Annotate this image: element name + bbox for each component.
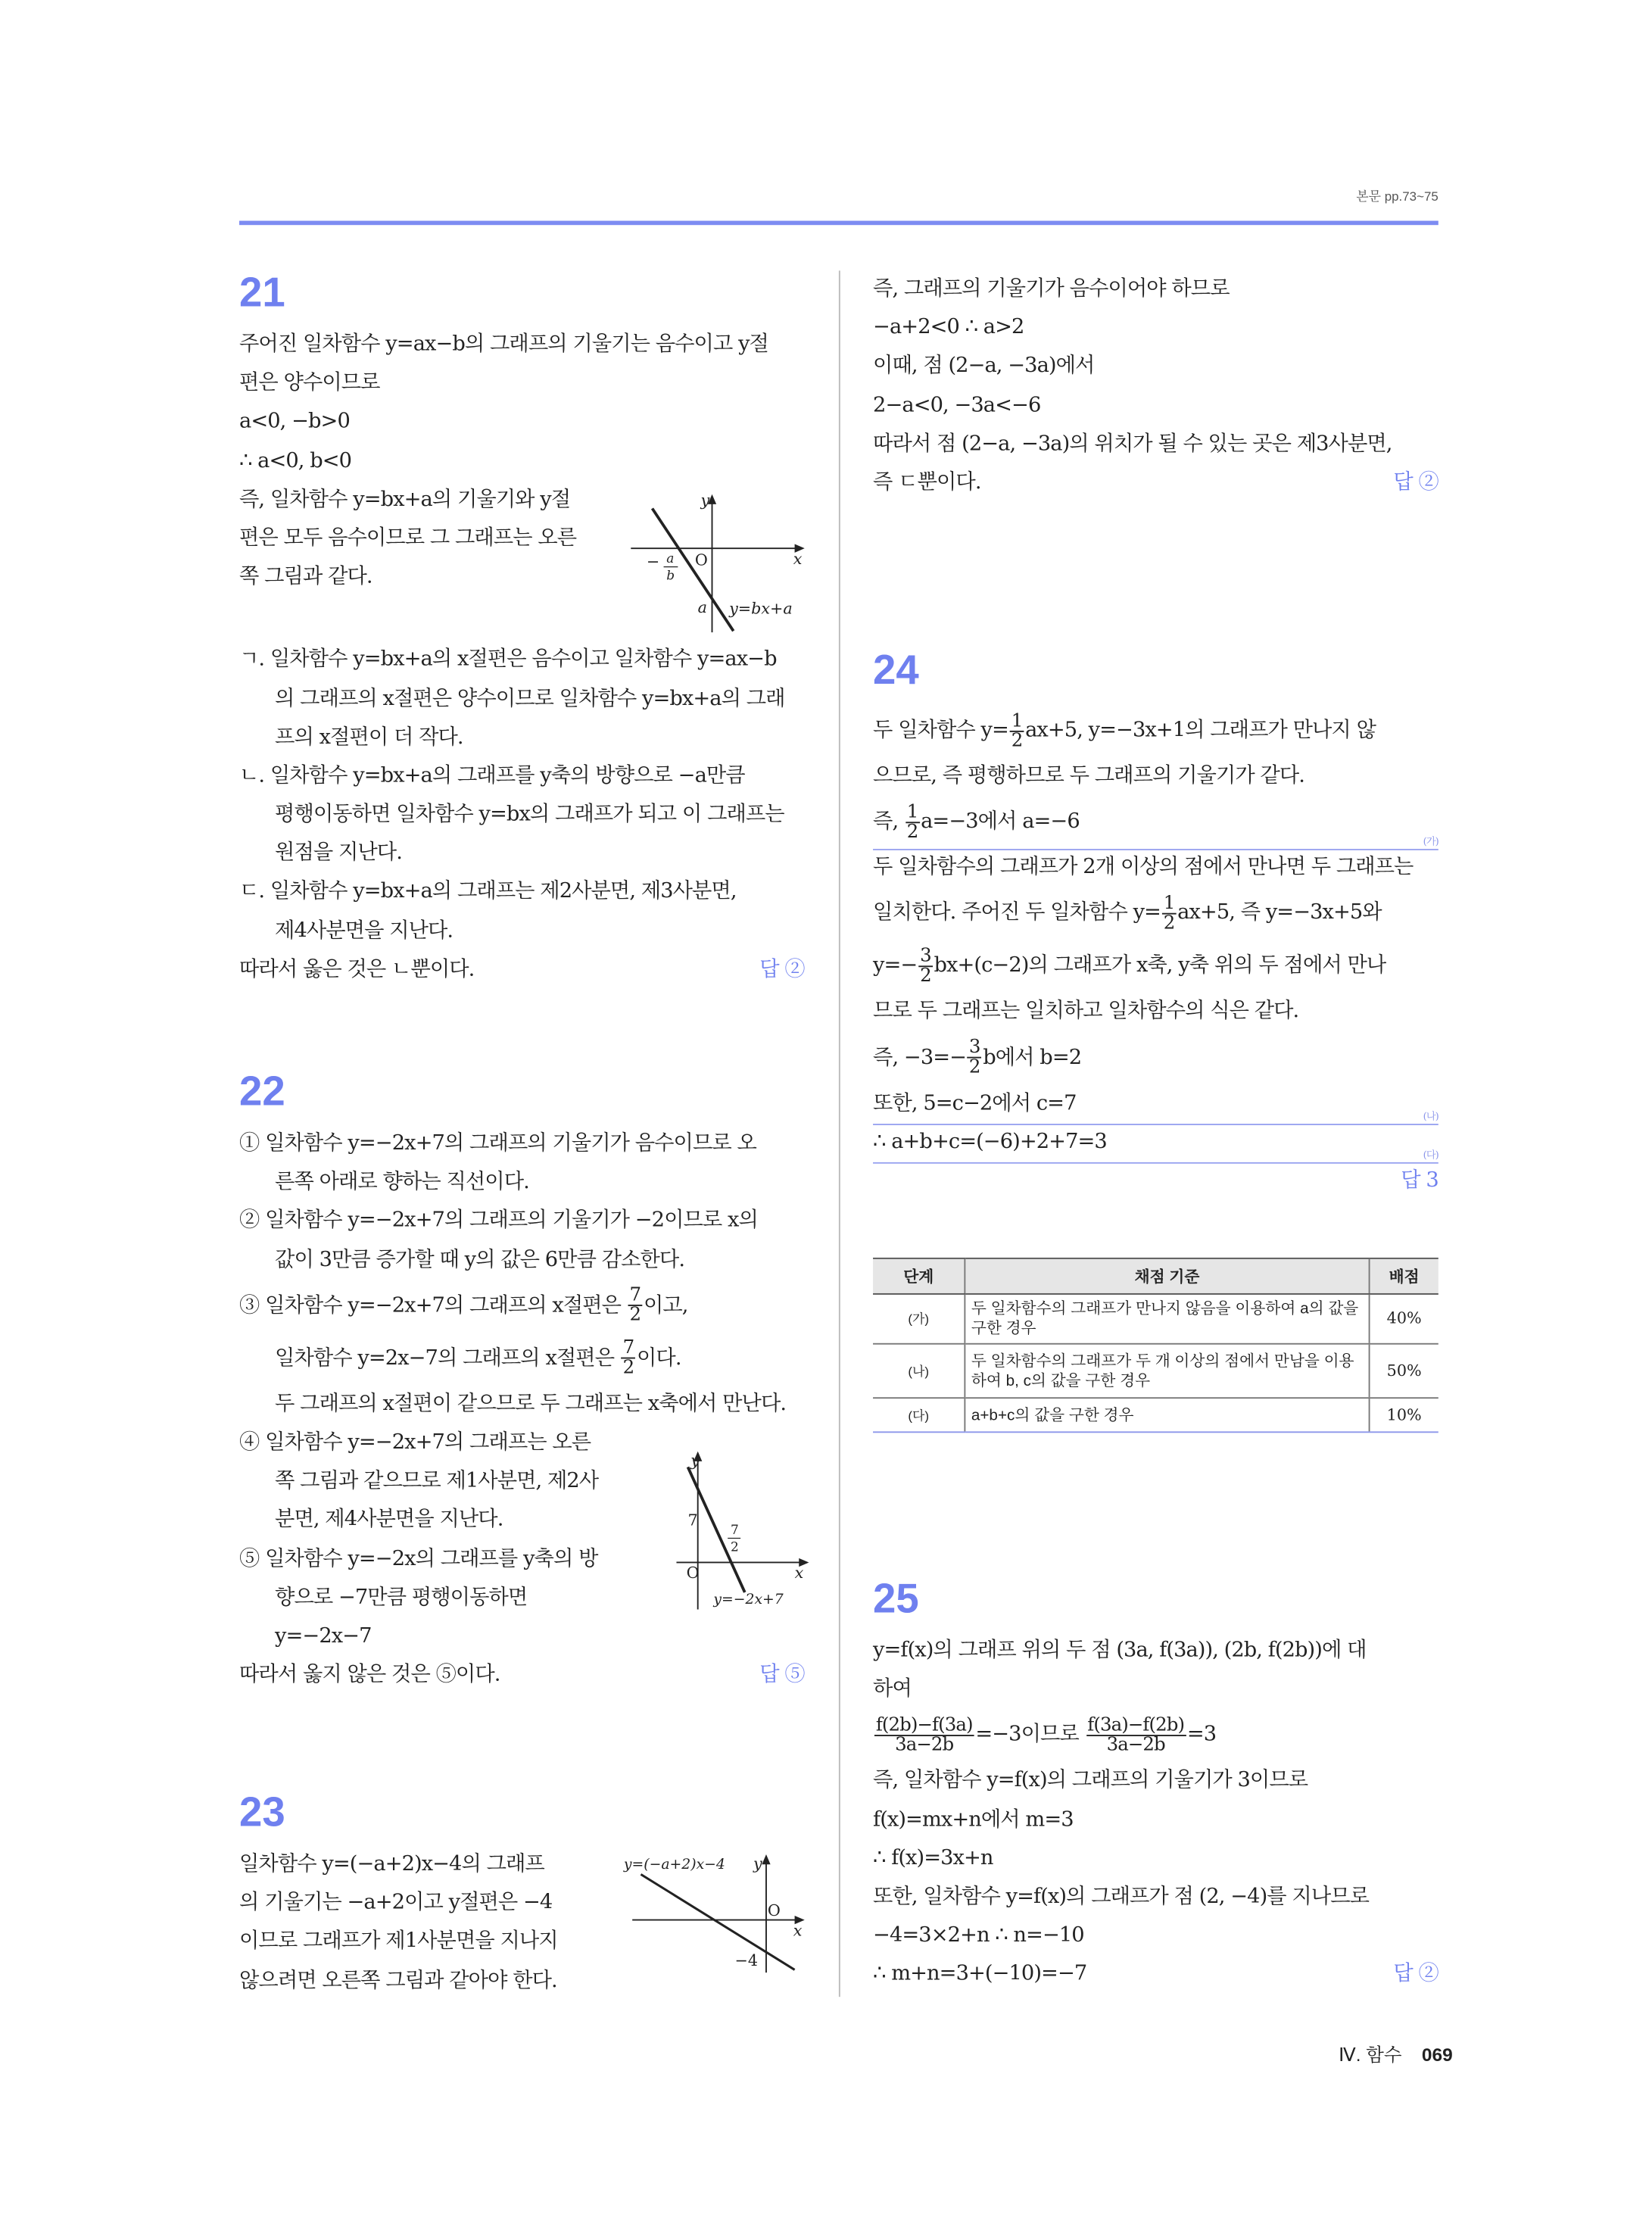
fraction xyxy=(1010,709,1024,752)
y-intercept-label: 7 xyxy=(687,1511,698,1530)
text-line xyxy=(873,310,1438,348)
y-axis-label: y xyxy=(700,491,710,510)
graph-22 xyxy=(666,1442,823,1620)
text-line xyxy=(239,1618,805,1657)
text-segment: 즉, xyxy=(873,810,904,834)
text-line xyxy=(873,940,1438,993)
text-line xyxy=(239,680,805,719)
text-segment: 즉, 그래프의 기울기가 음수이어야 하므로 xyxy=(873,277,1230,301)
denominator: 2 xyxy=(1011,730,1023,752)
fraction xyxy=(874,1714,974,1757)
numerator: 7 xyxy=(629,1285,641,1307)
line-equation-label: y=−2x+7 xyxy=(713,1592,784,1608)
criteria-cell: 두 일차함수의 그래프가 만나지 않음을 이용하여 a의 값을 구한 경우 xyxy=(965,1294,1369,1344)
numerator: f(3a)−f(2b) xyxy=(1087,1714,1185,1736)
header-criteria: 채점 기준 xyxy=(965,1258,1369,1294)
text-segment: y=− xyxy=(873,954,918,978)
text-segment: ax+5, y=−3x+1의 그래프가 만나지 않 xyxy=(1025,719,1376,743)
text-segment: ④ 일차함수 y=−2x+7의 그래프는 오른 xyxy=(239,1431,591,1455)
text-line xyxy=(873,1840,1438,1879)
step-cell: (나) xyxy=(873,1344,965,1398)
text-line xyxy=(239,1386,805,1424)
text-segment: 제4사분면을 지난다. xyxy=(275,919,454,943)
text-line xyxy=(239,1280,805,1333)
text-line xyxy=(239,1241,805,1280)
solution-24 xyxy=(873,705,1438,1201)
text-segment: ㄱ. 일차함수 y=bx+a의 x절편은 음수이고 일차함수 y=ax−b xyxy=(239,648,777,672)
text-segment: 른쪽 아래로 향하는 직선이다. xyxy=(275,1171,529,1194)
denominator: 2 xyxy=(920,965,931,987)
fraction xyxy=(1162,894,1176,933)
y-axis-label: y xyxy=(690,1451,700,1470)
text-line xyxy=(873,387,1438,426)
text-line xyxy=(873,1162,1438,1201)
text-line xyxy=(239,365,805,404)
header-rule xyxy=(239,221,1438,226)
text-segment: 쪽 그림과 같으므로 제1사분면, 제2사 xyxy=(275,1470,599,1493)
text-segment: ax+5, 즉 y=−3x+5와 xyxy=(1177,902,1382,925)
text-segment: =−3이므로 xyxy=(975,1723,1085,1747)
text-line xyxy=(239,835,805,874)
text-line xyxy=(873,1124,1438,1162)
text-segment: 하여 xyxy=(873,1678,912,1701)
text-segment: 편은 양수이므로 xyxy=(239,372,380,395)
table-row xyxy=(873,1294,1438,1344)
text-line xyxy=(873,1032,1438,1085)
text-line xyxy=(239,641,805,680)
text-line xyxy=(239,797,805,835)
numerator: 1 xyxy=(1011,709,1023,731)
text-segment: 즉, 일차함수 y=f(x)의 그래프의 기울기가 3이므로 xyxy=(873,1769,1308,1793)
text-line xyxy=(873,1084,1438,1123)
problem-number-23: 23 xyxy=(239,1790,285,1836)
text-line xyxy=(873,464,1438,503)
text-segment: 원점을 지난다. xyxy=(275,842,402,865)
step-marker: (가) xyxy=(1423,836,1438,848)
text-line xyxy=(239,719,805,757)
text-line xyxy=(873,1671,1438,1710)
text-segment: bx+(c−2)의 그래프가 x축, y축 위의 두 점에서 만나 xyxy=(934,954,1386,978)
y-axis-label: y xyxy=(753,1854,762,1873)
score-cell: 10% xyxy=(1370,1398,1438,1432)
text-line xyxy=(873,993,1438,1032)
text-segment: 이다. xyxy=(637,1346,681,1371)
text-segment: y=f(x)의 그래프 위의 두 점 (3a, f(3a)), (2b, f(2b))에 대 xyxy=(873,1639,1367,1663)
numerator: 1 xyxy=(1163,893,1175,915)
text-segment: 프의 x절편이 더 작다. xyxy=(275,725,463,749)
text-line xyxy=(239,912,805,951)
text-line xyxy=(239,951,805,990)
text-segment: 쪽 그림과 같다. xyxy=(239,565,372,589)
text-segment: b에서 b=2 xyxy=(983,1046,1082,1069)
header-score: 배점 xyxy=(1370,1258,1438,1294)
answer-label: 답 ② xyxy=(1393,471,1438,494)
text-segment: ∴ m+n=3+(−10)=−7 xyxy=(873,1963,1087,1986)
text-segment: =3 xyxy=(1186,1723,1217,1747)
page-reference: 본문 pp.73~75 xyxy=(1356,189,1438,204)
text-segment: ① 일차함수 y=−2x+7의 그래프의 기울기가 음수이므로 오 xyxy=(239,1132,756,1155)
text-segment: ⑤ 일차함수 y=−2x의 그래프를 y축의 방 xyxy=(239,1547,598,1570)
text-segment: ㄷ. 일차함수 y=bx+a의 그래프는 제2사분면, 제3사분면, xyxy=(239,881,737,904)
page-footer xyxy=(1339,2040,1453,2067)
answer-label: 답 3 xyxy=(1401,1169,1438,1193)
text-segment: 이때, 점 (2−a, −3a)에서 xyxy=(873,355,1095,379)
answer-label: 답 ⑤ xyxy=(759,1664,805,1687)
text-segment: −4=3×2+n ∴ n=−10 xyxy=(873,1924,1084,1948)
graph-21 xyxy=(621,485,820,641)
text-line xyxy=(873,1710,1438,1763)
answer-label: 답 ② xyxy=(1393,1963,1438,1986)
text-line xyxy=(873,270,1438,309)
line-equation-label: y=bx+a xyxy=(729,599,793,618)
denominator: 2 xyxy=(906,821,918,843)
numerator: 3 xyxy=(920,945,931,967)
text-line xyxy=(239,1164,805,1202)
solution-25 xyxy=(873,1633,1438,1995)
text-line xyxy=(239,874,805,912)
chapter-label: Ⅳ. 함수 xyxy=(1339,2044,1402,2066)
text-segment: 평행이동하면 일차함수 y=bx의 그래프가 되고 이 그래프는 xyxy=(275,803,784,827)
text-line xyxy=(873,1633,1438,1671)
x-intercept-num: a xyxy=(666,550,675,566)
text-segment: 즉 ㄷ뿐이다. xyxy=(873,471,981,494)
denominator: 2 xyxy=(1163,912,1175,934)
text-segment: 값이 3만큼 증가할 때 y의 값은 6만큼 감소한다. xyxy=(275,1248,685,1271)
text-segment: 의 기울기는 −a+2이고 y절편은 −4 xyxy=(239,1891,553,1915)
y-intercept-label: −4 xyxy=(734,1951,759,1969)
line-equation-label: y=(−a+2)x−4 xyxy=(623,1856,725,1873)
criteria-cell: 두 일차함수의 그래프가 두 개 이상의 점에서 만남을 이용하여 b, c의 값을 구한 경우 xyxy=(965,1344,1369,1398)
text-segment: 따라서 옳지 않은 것은 ⑤이다. xyxy=(239,1664,500,1687)
scoring-table xyxy=(873,1258,1438,1433)
text-line xyxy=(873,426,1438,464)
text-segment: 이므로 그래프가 제1사분면을 지나지 xyxy=(239,1930,558,1954)
text-line xyxy=(873,888,1438,941)
text-segment: 의 그래프의 x절편은 양수이므로 일차함수 y=bx+a의 그래 xyxy=(275,687,785,710)
text-segment: ㄴ. 일차함수 y=bx+a의 그래프를 y축의 방향으로 −a만큼 xyxy=(239,764,745,787)
x-axis-label: x xyxy=(794,1564,804,1583)
text-line xyxy=(873,705,1438,758)
x-intercept-den: 2 xyxy=(730,1539,739,1555)
text-line xyxy=(873,1879,1438,1917)
origin-label: O xyxy=(686,1564,700,1583)
denominator: 3a−2b xyxy=(895,1734,954,1757)
denominator: 2 xyxy=(622,1358,634,1380)
score-cell: 40% xyxy=(1370,1294,1438,1344)
fraction xyxy=(905,803,919,841)
text-line xyxy=(873,797,1438,850)
text-segment: 두 일차함수의 그래프가 2개 이상의 점에서 만나면 두 그래프는 xyxy=(873,856,1414,879)
text-line xyxy=(873,1956,1438,1994)
text-segment: 분면, 제4사분면을 지난다. xyxy=(275,1508,503,1532)
text-segment: 일치한다. 주어진 두 일차함수 y= xyxy=(873,902,1161,925)
text-line xyxy=(239,1202,805,1241)
text-line xyxy=(239,404,805,442)
text-segment: 않으려면 오른쪽 그림과 같아야 한다. xyxy=(239,1969,557,1992)
numerator: 1 xyxy=(906,801,918,823)
fraction xyxy=(622,1339,635,1378)
text-segment: a=−3에서 a=−6 xyxy=(921,810,1080,834)
column-divider xyxy=(839,270,840,1997)
step-marker: (다) xyxy=(1423,1149,1438,1161)
denominator: 3a−2b xyxy=(1106,1734,1165,1757)
table-row xyxy=(873,1344,1438,1398)
step-marker: (나) xyxy=(1423,1110,1438,1122)
text-segment: ∴ f(x)=3x+n xyxy=(873,1847,993,1870)
fraction xyxy=(1086,1714,1186,1757)
text-segment: 2−a<0, −3a<−6 xyxy=(873,394,1041,417)
text-line xyxy=(873,348,1438,387)
fraction xyxy=(968,1038,981,1077)
fraction xyxy=(628,1286,642,1325)
page-number: 069 xyxy=(1421,2044,1453,2066)
text-segment: f(x)=mx+n에서 m=3 xyxy=(873,1808,1074,1832)
text-segment: ∴ a<0, b<0 xyxy=(239,449,352,472)
text-line xyxy=(239,1125,805,1164)
origin-label: O xyxy=(694,550,708,569)
text-segment: ③ 일차함수 y=−2x+7의 그래프의 x절편은 xyxy=(239,1294,627,1318)
problem-number-25: 25 xyxy=(873,1576,919,1623)
problem-number-24: 24 xyxy=(873,647,919,694)
text-segment: y=−2x−7 xyxy=(275,1624,372,1648)
y-intercept-label: a xyxy=(697,597,708,616)
text-segment: 두 그래프의 x절편이 같으므로 두 그래프는 x축에서 만난다. xyxy=(275,1392,787,1416)
text-segment: 또한, 5=c−2에서 c=7 xyxy=(873,1091,1077,1115)
header-step: 단계 xyxy=(873,1258,965,1294)
answer-label: 답 ② xyxy=(759,958,805,981)
fraction xyxy=(918,947,932,986)
x-intercept-den: b xyxy=(666,567,675,583)
text-segment: 따라서 점 (2−a, −3a)의 위치가 될 수 있는 곳은 제3사분면, xyxy=(873,432,1392,456)
text-segment: −a+2<0 ∴ a>2 xyxy=(873,316,1024,340)
neg-sign: − xyxy=(646,552,660,571)
solution-23-continued xyxy=(873,270,1438,503)
text-segment: 일차함수 y=2x−7의 그래프의 x절편은 xyxy=(275,1346,620,1371)
text-line xyxy=(873,1763,1438,1801)
text-segment: 두 일차함수 y= xyxy=(873,719,1008,743)
problem-number-22: 22 xyxy=(239,1069,285,1115)
text-line xyxy=(873,1801,1438,1840)
text-segment: 므로 두 그래프는 일치하고 일차함수의 식은 같다. xyxy=(873,1000,1299,1024)
text-line xyxy=(239,1657,805,1695)
numerator: 3 xyxy=(968,1037,980,1059)
origin-label: O xyxy=(767,1901,781,1919)
graph-23 xyxy=(621,1845,820,1980)
text-segment: 즉, 일차함수 y=bx+a의 기울기와 y절 xyxy=(239,488,571,511)
problem-number-21: 21 xyxy=(239,270,285,317)
text-segment: 이고, xyxy=(643,1294,688,1318)
table-row xyxy=(873,1398,1438,1432)
text-line xyxy=(239,326,805,365)
text-line xyxy=(873,1917,1438,1956)
step-cell: (다) xyxy=(873,1398,965,1432)
denominator: 2 xyxy=(968,1056,980,1079)
text-segment: 즉, −3=− xyxy=(873,1046,967,1069)
text-segment: 또한, 일차함수 y=f(x)의 그래프가 점 (2, −4)를 지나므로 xyxy=(873,1885,1370,1909)
x-axis-label: x xyxy=(793,549,803,568)
text-segment: ∴ a+b+c=(−6)+2+7=3 xyxy=(873,1130,1107,1154)
text-segment: a<0, −b>0 xyxy=(239,410,350,434)
numerator: f(2b)−f(3a) xyxy=(875,1714,973,1736)
score-cell: 50% xyxy=(1370,1344,1438,1398)
step-cell: (가) xyxy=(873,1294,965,1344)
text-line xyxy=(239,442,805,481)
solution-21 xyxy=(239,326,805,990)
text-segment: 향으로 −7만큼 평행이동하면 xyxy=(275,1586,528,1609)
x-axis-label: x xyxy=(793,1921,803,1940)
text-segment: 편은 모두 음수이므로 그 그래프는 오른 xyxy=(239,526,577,550)
text-line xyxy=(873,849,1438,887)
text-line xyxy=(239,757,805,796)
x-intercept-num: 7 xyxy=(730,1521,739,1537)
text-line xyxy=(873,758,1438,797)
criteria-cell: a+b+c의 값을 구한 경우 xyxy=(965,1398,1369,1432)
text-segment: 따라서 옳은 것은 ㄴ뿐이다. xyxy=(239,958,475,981)
text-segment: 일차함수 y=(−a+2)x−4의 그래프 xyxy=(239,1853,544,1876)
denominator: 2 xyxy=(629,1305,641,1327)
text-segment: 으므로, 즉 평행하므로 두 그래프의 기울기가 같다. xyxy=(873,765,1305,788)
text-segment: 주어진 일차함수 y=ax−b의 그래프의 기울기는 음수이고 y절 xyxy=(239,333,768,357)
numerator: 7 xyxy=(622,1337,634,1359)
text-line xyxy=(239,1333,805,1386)
text-segment: ② 일차함수 y=−2x+7의 그래프의 기울기가 −2이므로 x의 xyxy=(239,1209,758,1233)
